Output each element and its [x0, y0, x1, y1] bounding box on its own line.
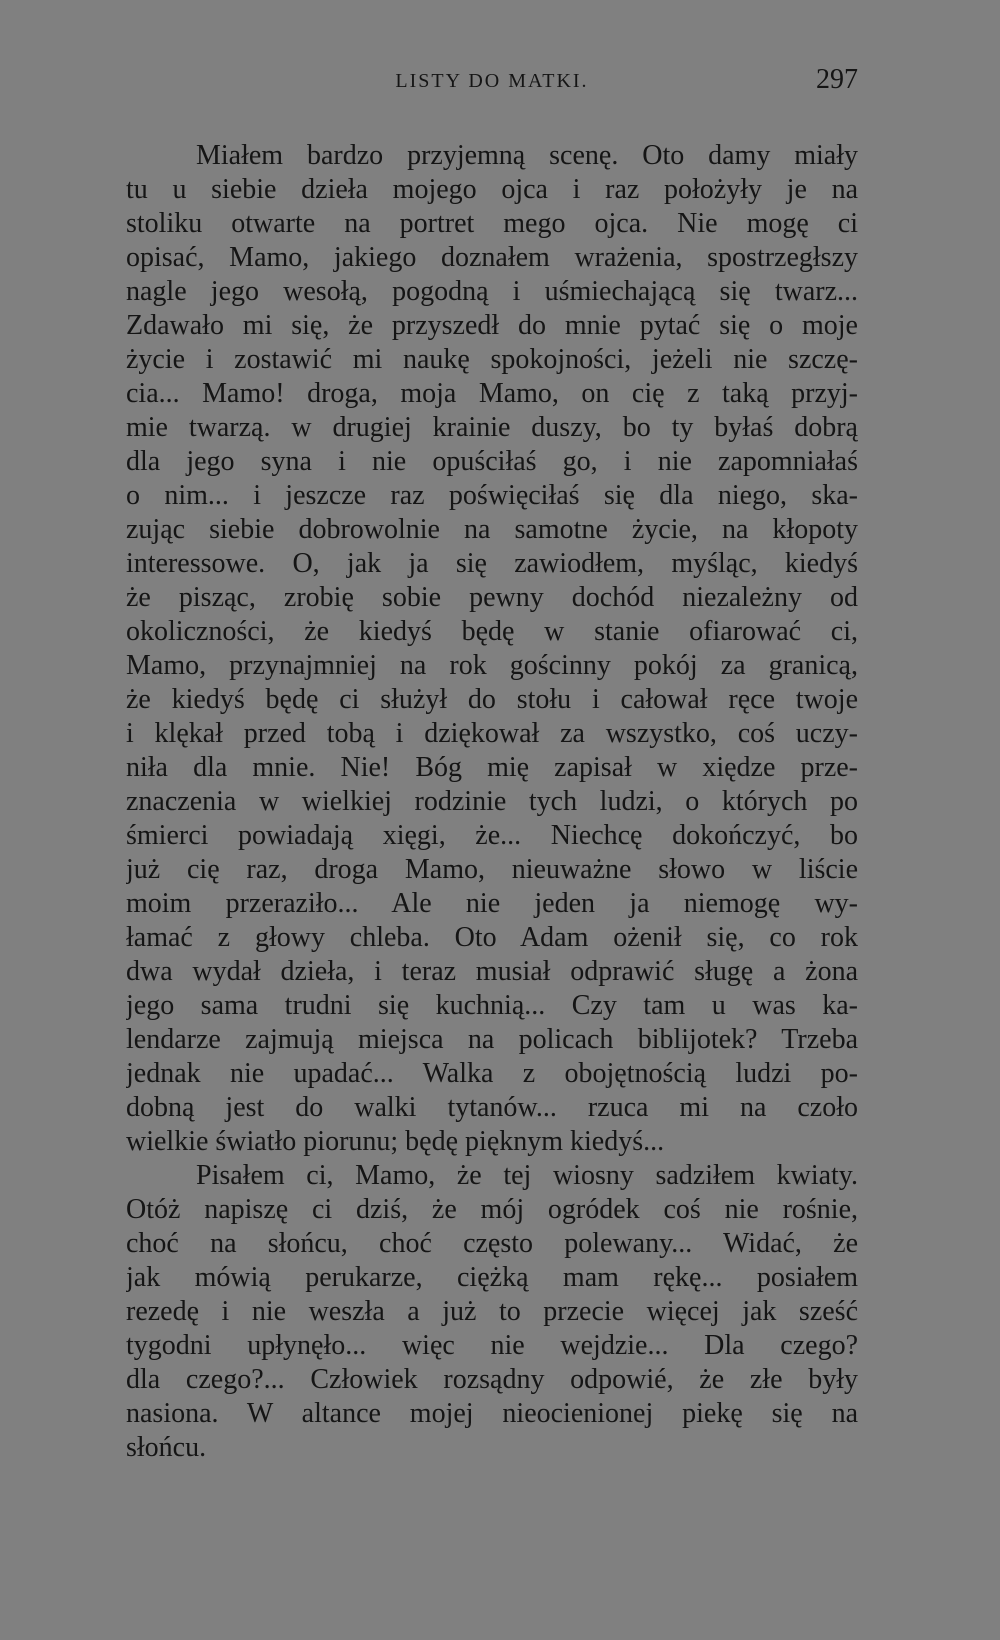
- paragraph-2: [126, 1159, 858, 1465]
- text-line: już cię raz, droga Mamo, nieuważne słowo w liście: [126, 854, 858, 885]
- text-line: choć na słońcu, choć często polewany... Widać, że: [126, 1228, 858, 1259]
- text-line: jego sama trudni się kuchnią... Czy tam u was ka-: [126, 990, 858, 1021]
- text-line: że pisząc, zrobię sobie pewny dochód niezależny od: [126, 582, 858, 613]
- text-line: że kiedyś będę ci służył do stołu i całował ręce twoje: [126, 684, 858, 715]
- text-line: niła dla mnie. Nie! Bóg mię zapisał w xiędze prze-: [126, 752, 858, 783]
- text-line: mie twarzą. w drugiej krainie duszy, bo ty byłaś dobrą: [126, 412, 858, 443]
- text-line: jednak nie upadać... Walka z obojętnością ludzi po-: [126, 1058, 858, 1089]
- text-line: cia... Mamo! droga, moja Mamo, on cię z taką przyj-: [126, 378, 858, 409]
- text-line: śmierci powiadają xięgi, że... Niechcę dokończyć, bo: [126, 820, 858, 851]
- text-line: życie i zostawić mi naukę spokojności, jeżeli nie szczę-: [126, 344, 858, 375]
- text-line: nagle jego wesołą, pogodną i uśmiechającą się twarz...: [126, 276, 858, 307]
- text-line: tygodni upłynęło... więc nie wejdzie... Dla czego?: [126, 1330, 858, 1361]
- text-line: okoliczności, że kiedyś będę w stanie ofiarować ci,: [126, 616, 858, 647]
- text-line: Zdawało mi się, że przyszedł do mnie pytać się o moje: [126, 310, 858, 341]
- text-line: interessowe. O, jak ja się zawiodłem, myśląc, kiedyś: [126, 548, 858, 579]
- text-line: i klękał przed tobą i dziękował za wszystko, coś uczy-: [126, 718, 858, 749]
- text-line: moim przeraziło... Ale nie jeden ja niemogę wy-: [126, 888, 858, 919]
- text-line: dwa wydał dzieła, i teraz musiał odprawić sługę a żona: [126, 956, 858, 987]
- page-number: 297: [816, 64, 858, 95]
- paragraph-1: [126, 139, 858, 1159]
- text-line: Miałem bardzo przyjemną scenę. Oto damy miały: [196, 140, 858, 171]
- text-line: zując siebie dobrowolnie na samotne życie, na kłopoty: [126, 514, 858, 545]
- text-line: wielkie światło piorunu; będę pięknym kiedyś...: [126, 1126, 665, 1157]
- text-line: Mamo, przynajmniej na rok gościnny pokój za granicą,: [126, 650, 858, 681]
- text-line: jak mówią perukarze, ciężką mam rękę... posiałem: [126, 1262, 858, 1293]
- body-text: [126, 139, 858, 1465]
- text-line: dla czego?... Człowiek rozsądny odpowié, że złe były: [126, 1364, 858, 1395]
- text-line: tu u siebie dzieła mojego ojca i raz położyły je na: [126, 174, 858, 205]
- text-line: lendarze zajmują miejsca na policach biblijotek? Trzeba: [126, 1024, 858, 1055]
- text-line: opisać, Mamo, jakiego doznałem wrażenia, spostrzegłszy: [126, 242, 858, 273]
- text-line: rezedę i nie weszła a już to przecie więcej jak sześć: [126, 1296, 858, 1327]
- text-line: nasiona. W altance mojej nieocienionej piekę się na: [126, 1398, 858, 1429]
- text-line: dla jego syna i nie opuściłaś go, i nie zapomniałaś: [126, 446, 858, 477]
- text-line: dobną jest do walki tytanów... rzuca mi na czoło: [126, 1092, 858, 1123]
- text-line: o nim... i jeszcze raz poświęciłaś się dla niego, ska-: [126, 480, 858, 511]
- running-title: LISTY DO MATKI.: [395, 70, 589, 92]
- text-line: Otóż napiszę ci dziś, że mój ogródek coś nie rośnie,: [126, 1194, 858, 1225]
- text-line: łamać z głowy chleba. Oto Adam ożenił się, co rok: [126, 922, 858, 953]
- running-head: [126, 64, 858, 98]
- text-line: stoliku otwarte na portret mego ojca. Nie mogę ci: [126, 208, 858, 239]
- text-line: znaczenia w wielkiej rodzinie tych ludzi, o których po: [126, 786, 858, 817]
- text-line: Pisałem ci, Mamo, że tej wiosny sadziłem kwiaty.: [196, 1160, 858, 1191]
- text-line: słońcu.: [126, 1432, 207, 1463]
